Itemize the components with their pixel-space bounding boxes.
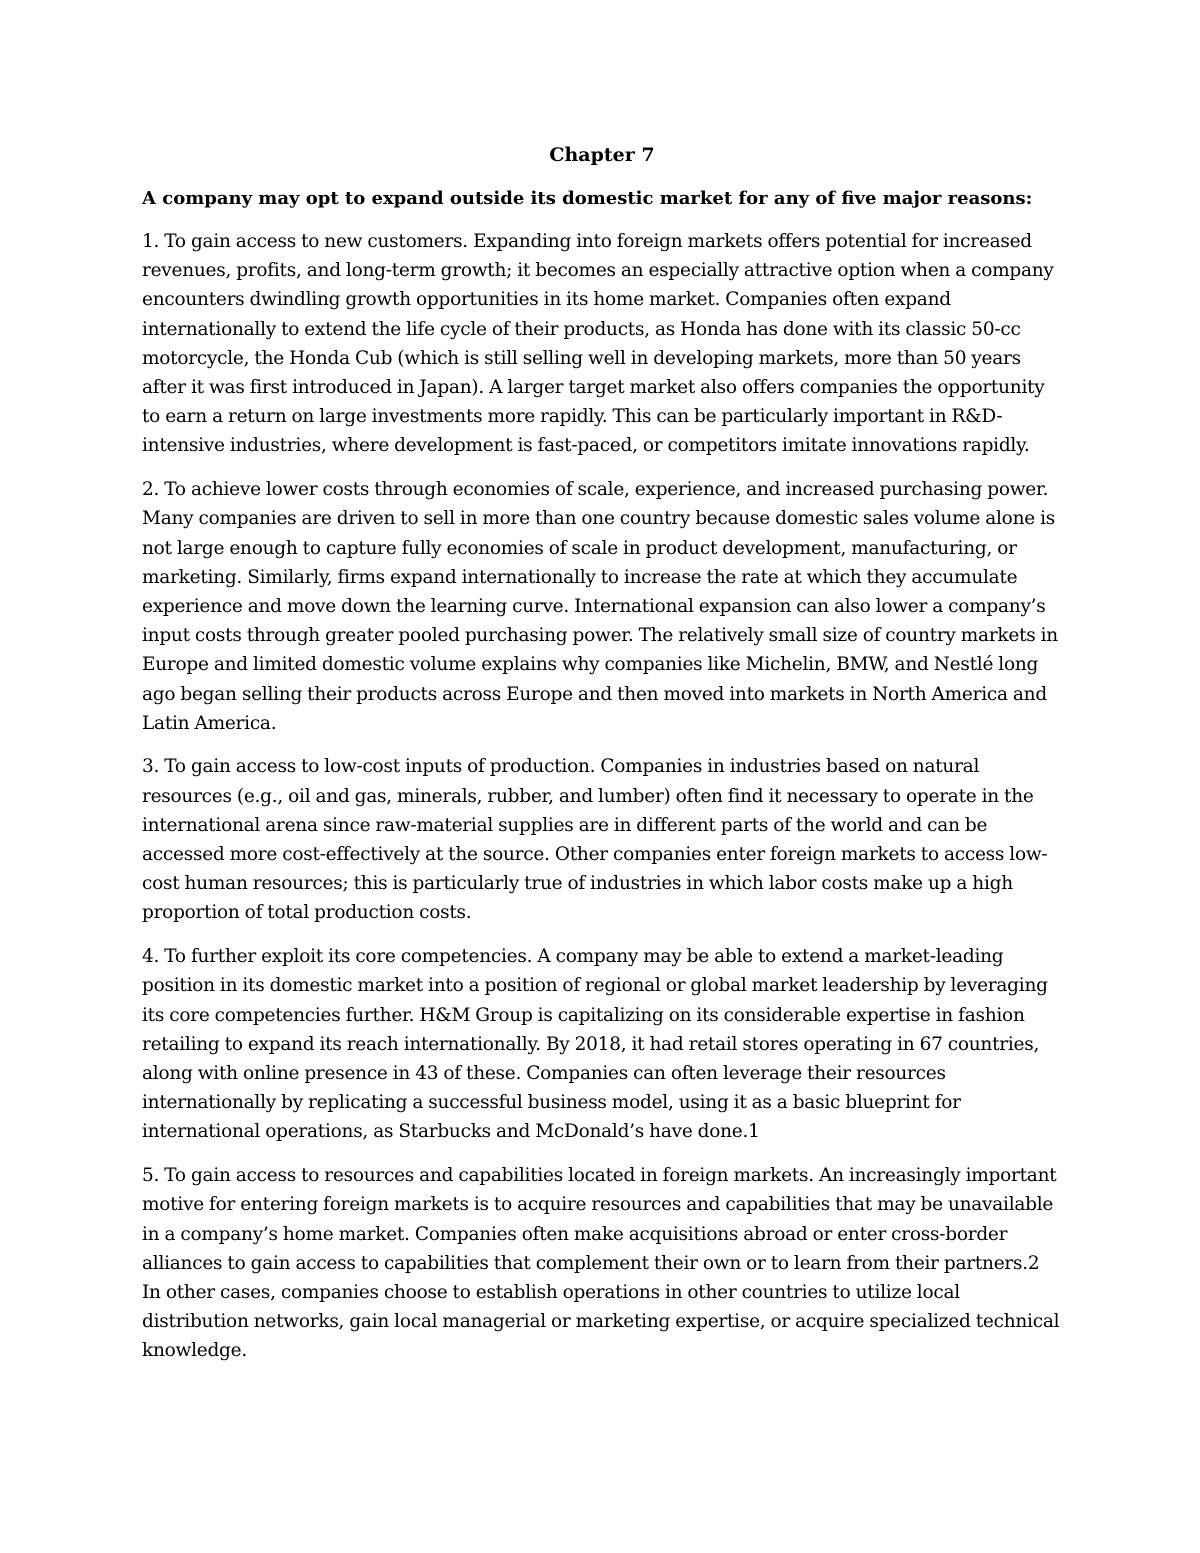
document-page	[142, 140, 1062, 1380]
chapter-title: Chapter 7	[549, 144, 655, 166]
reason-paragraph-3: 3. To gain access to low-cost inputs of production. Companies in industries based on natural resources (e.g., oil and gas, minerals, rubber, and lumber) often find it necessary to operate in the international arena since raw-material supplies are in different parts of the world and can be accessed more cost-effectively at the source. Other companies enter foreign markets to access low-cost human resources; this is particularly true of industries in which labor costs make up a high proportion of total production costs.	[142, 756, 1048, 924]
reason-paragraph-4: 4. To further exploit its core competencies. A company may be able to extend a market-leading position in its domestic market into a position of regional or global market leadership by leveraging its core competencies further. H&M Group is capitalizing on its considerable expertise in fashion retailing to expand its reach internationally. By 2018, it had retail stores operating in 67 countries, along with online presence in 43 of these. Companies can often leverage their resources internationally by replicating a successful business model, using it as a basic blueprint for international operations, as Starbucks and McDonald’s have done.1	[142, 946, 1048, 1143]
reason-paragraph-1: 1. To gain access to new customers. Expanding into foreign markets offers potential for increased revenues, profits, and long-term growth; it becomes an especially attractive option when a company encounters dwindling growth opportunities in its home market. Companies often expand internationally to extend the life cycle of their products, as Honda has done with its classic 50-cc motorcycle, the Honda Cub (which is still selling well in developing markets, more than 50 years after it was first introduced in Japan). A larger target market also offers companies the opportunity to earn a return on large investments more rapidly. This can be particularly important in R&D-intensive industries, where development is fast-paced, or competitors imitate innovations rapidly.	[142, 231, 1054, 457]
reason-paragraph-5: 5. To gain access to resources and capabilities located in foreign markets. An increasingly important motive for entering foreign markets is to acquire resources and capabilities that may be unavailable in a company’s home market. Companies often make acquisitions abroad or enter cross-border alliances to gain access to capabilities that complement their own or to learn from their partners.2 In other cases, companies choose to establish operations in other countries to utilize local distribution networks, gain local managerial or marketing expertise, or acquire specialized technical knowledge.	[142, 1165, 1060, 1362]
section-heading: A company may opt to expand outside its domestic market for any of five major reasons:	[142, 188, 1033, 209]
reason-paragraph-2: 2. To achieve lower costs through economies of scale, experience, and increased purchasing power. Many companies are driven to sell in more than one country because domestic sales volume alone is not large enough to capture fully economies of scale in product development, manufacturing, or marketing. Similarly, firms expand internationally to increase the rate at which they accumulate experience and move down the learning curve. International expansion can also lower a company’s input costs through greater pooled purchasing power. The relatively small size of country markets in Europe and limited domestic volume explains why companies like Michelin, BMW, and Nestlé long ago began selling their products across Europe and then moved into markets in North America and Latin America.	[142, 479, 1058, 734]
